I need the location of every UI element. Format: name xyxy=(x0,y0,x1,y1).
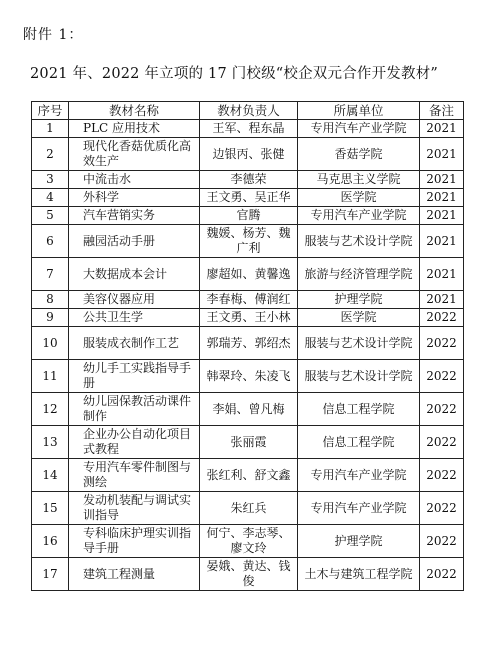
table-row xyxy=(32,207,464,225)
cell-note: 2021 xyxy=(420,207,464,225)
cell-textbook-name: 融园活动手册 xyxy=(69,225,200,258)
cell-note: 2021 xyxy=(420,291,464,309)
cell-textbook-name: 幼儿手工实践指导手册 xyxy=(69,360,200,393)
table-row xyxy=(32,360,464,393)
cell-lead: 廖超如、黄馨逸 xyxy=(200,258,298,291)
cell-note: 2022 xyxy=(420,492,464,525)
cell-index: 17 xyxy=(32,558,69,591)
cell-lead: 边银丙、张健 xyxy=(200,138,298,171)
cell-note: 2021 xyxy=(420,258,464,291)
cell-index: 6 xyxy=(32,225,69,258)
table-row xyxy=(32,291,464,309)
cell-index: 8 xyxy=(32,291,69,309)
attachment-label: 附件 1： xyxy=(23,27,84,43)
header-index: 序号 xyxy=(32,102,69,120)
table-row xyxy=(32,120,464,138)
cell-textbook-name: PLC 应用技术 xyxy=(69,120,200,138)
cell-lead: 魏媛、杨芳、魏广利 xyxy=(200,225,298,258)
table-row xyxy=(32,492,464,525)
cell-unit: 香菇学院 xyxy=(298,138,420,171)
table-row xyxy=(32,426,464,459)
cell-unit: 信息工程学院 xyxy=(298,393,420,426)
cell-unit: 服装与艺术设计学院 xyxy=(298,360,420,393)
cell-index: 9 xyxy=(32,309,69,327)
cell-textbook-name: 企业办公自动化项目式教程 xyxy=(69,426,200,459)
table-row xyxy=(32,327,464,360)
cell-index: 16 xyxy=(32,525,69,558)
table-row xyxy=(32,171,464,189)
table-row xyxy=(32,225,464,258)
cell-unit: 信息工程学院 xyxy=(298,426,420,459)
textbook-table xyxy=(31,101,464,591)
cell-note: 2022 xyxy=(420,426,464,459)
cell-note: 2021 xyxy=(420,120,464,138)
cell-lead: 张红利、舒文鑫 xyxy=(200,459,298,492)
cell-textbook-name: 外科学 xyxy=(69,189,200,207)
cell-note: 2022 xyxy=(420,459,464,492)
cell-textbook-name: 汽车营销实务 xyxy=(69,207,200,225)
document-title: 2021 年、2022 年立项的 17 门校级“校企双元合作开发教材” xyxy=(30,66,439,82)
table-row xyxy=(32,459,464,492)
cell-note: 2022 xyxy=(420,360,464,393)
table-row xyxy=(32,138,464,171)
cell-unit: 医学院 xyxy=(298,309,420,327)
cell-lead: 官腾 xyxy=(200,207,298,225)
table-row xyxy=(32,258,464,291)
cell-lead: 王文勇、王小林 xyxy=(200,309,298,327)
cell-unit: 专用汽车产业学院 xyxy=(298,492,420,525)
cell-index: 13 xyxy=(32,426,69,459)
cell-textbook-name: 美容仪器应用 xyxy=(69,291,200,309)
cell-textbook-name: 服装成衣制作工艺 xyxy=(69,327,200,360)
cell-textbook-name: 专用汽车零件制图与测绘 xyxy=(69,459,200,492)
cell-note: 2021 xyxy=(420,138,464,171)
cell-unit: 护理学院 xyxy=(298,291,420,309)
header-unit: 所属单位 xyxy=(298,102,420,120)
cell-textbook-name: 中流击水 xyxy=(69,171,200,189)
cell-lead: 郭瑞芳、郭绍杰 xyxy=(200,327,298,360)
cell-lead: 晏娥、黄达、钱俊 xyxy=(200,558,298,591)
cell-unit: 服装与艺术设计学院 xyxy=(298,225,420,258)
cell-unit: 专用汽车产业学院 xyxy=(298,120,420,138)
cell-lead: 李德荣 xyxy=(200,171,298,189)
cell-index: 2 xyxy=(32,138,69,171)
cell-note: 2022 xyxy=(420,393,464,426)
cell-unit: 护理学院 xyxy=(298,525,420,558)
cell-textbook-name: 现代化香菇优质化高效生产 xyxy=(69,138,200,171)
table-header-row xyxy=(32,102,464,120)
cell-index: 5 xyxy=(32,207,69,225)
cell-note: 2021 xyxy=(420,225,464,258)
cell-note: 2022 xyxy=(420,525,464,558)
cell-lead: 李娟、曾凡梅 xyxy=(200,393,298,426)
cell-note: 2021 xyxy=(420,171,464,189)
cell-note: 2022 xyxy=(420,327,464,360)
cell-index: 14 xyxy=(32,459,69,492)
cell-unit: 专用汽车产业学院 xyxy=(298,459,420,492)
cell-textbook-name: 发动机装配与调试实训指导 xyxy=(69,492,200,525)
cell-textbook-name: 建筑工程测量 xyxy=(69,558,200,591)
cell-note: 2021 xyxy=(420,189,464,207)
cell-lead: 何宁、李志琴、廖文玲 xyxy=(200,525,298,558)
cell-unit: 服装与艺术设计学院 xyxy=(298,327,420,360)
cell-lead: 韩翠玲、朱凌飞 xyxy=(200,360,298,393)
cell-lead: 王军、程东晶 xyxy=(200,120,298,138)
cell-index: 3 xyxy=(32,171,69,189)
cell-lead: 张丽霞 xyxy=(200,426,298,459)
cell-textbook-name: 专科临床护理实训指导手册 xyxy=(69,525,200,558)
cell-unit: 土木与建筑工程学院 xyxy=(298,558,420,591)
table-row xyxy=(32,525,464,558)
cell-index: 1 xyxy=(32,120,69,138)
header-lead: 教材负责人 xyxy=(200,102,298,120)
cell-lead: 王文勇、吴正华 xyxy=(200,189,298,207)
cell-textbook-name: 大数据成本会计 xyxy=(69,258,200,291)
cell-index: 4 xyxy=(32,189,69,207)
table-row xyxy=(32,309,464,327)
cell-unit: 专用汽车产业学院 xyxy=(298,207,420,225)
header-textbook-name: 教材名称 xyxy=(69,102,200,120)
cell-textbook-name: 幼儿园保教活动课件制作 xyxy=(69,393,200,426)
cell-lead: 朱红兵 xyxy=(200,492,298,525)
cell-unit: 医学院 xyxy=(298,189,420,207)
header-note: 备注 xyxy=(420,102,464,120)
cell-index: 7 xyxy=(32,258,69,291)
table-row xyxy=(32,558,464,591)
cell-note: 2022 xyxy=(420,309,464,327)
cell-index: 11 xyxy=(32,360,69,393)
cell-unit: 旅游与经济管理学院 xyxy=(298,258,420,291)
cell-index: 10 xyxy=(32,327,69,360)
table-row xyxy=(32,189,464,207)
cell-lead: 李春梅、傅润红 xyxy=(200,291,298,309)
cell-unit: 马克思主义学院 xyxy=(298,171,420,189)
cell-index: 12 xyxy=(32,393,69,426)
cell-textbook-name: 公共卫生学 xyxy=(69,309,200,327)
cell-note: 2022 xyxy=(420,558,464,591)
cell-index: 15 xyxy=(32,492,69,525)
table-row xyxy=(32,393,464,426)
